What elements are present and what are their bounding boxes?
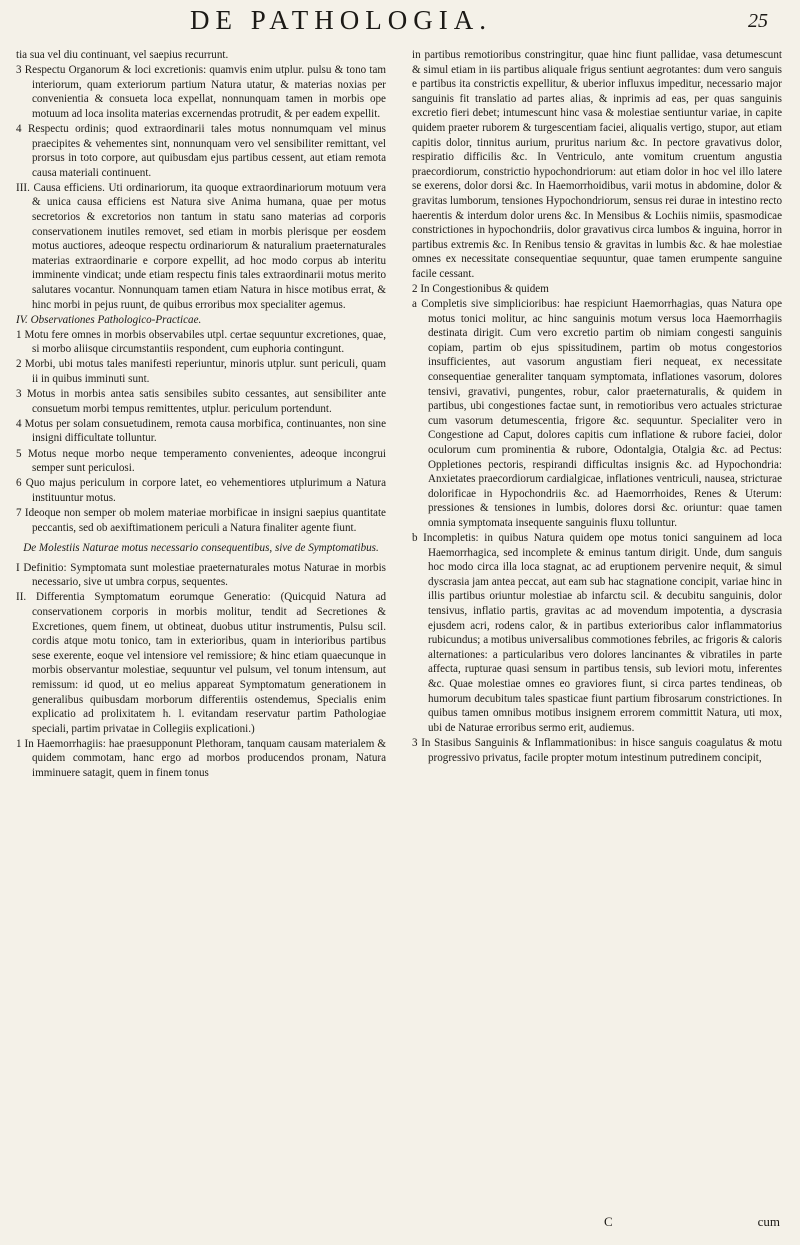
observation-3: 3 Motus in morbis antea satis sensibiles subito cessantes, aut sensibiliter ante consuetum morbi tempus remittentes, utplur. periculum portendunt. <box>16 388 386 415</box>
paragraph-haemorrhagiis-cont: in partibus remotioribus constringitur, quae hinc fiunt pallidae, vasa detumescunt & simul etiam in iis partibus aliquale frigus sentiunt aegrotantes: dum vero sanguis e partibus ita constrictis expellitur, & uberior influxus impeditur, necessario major sanguinis fit translatio ad partes alias, & inprimis ad eas, per quas sanguinis excretio fieri debet; intumescunt hinc vasa & molestiae sentiuntur variae, in capite quidem praeter ruborem & turgescentiam faciei, aliqualis vertigo, stupor, aut etiam capitis dolor, tinnitus aurium, pruritus narium &c. In pectore gravativus dolor, respiratio difficilis &c. In Ventriculo, ante vomitum cruentum angustia praecordiorum, constrictio hypochondriorum: aut etiam dolor in hoc vel illo latere se exerens, dolor dorsi &c. In Haemorrhoidibus, varii motus in abdomine, dolor & gravitas lumborum, tensiones Hypochondriorum, sensus rei durae in intestino recto haerentis & interdum dolor urens &c. In Mensibus & Lochiis nimiis, spasmodicae constrictiones in hypochondriis, dolor gravativus circa lumbos & inguina, horror in partibus extremis &c. In Renibus tensio & gravitas in lumbis &c. & hae molestiae omnes ex necessitate consequentiae sequuntur, quae tamen erumpente sanguine facile cessant. <box>412 49 782 280</box>
section-heading-symptomata: De Molestiis Naturae motus necessario consequentibus, sive de Symptomatibus. <box>23 542 379 555</box>
paragraph-haemorrhagiis: 1 In Haemorrhagiis: hae praesupponunt Plethoram, tanquam causam materialem & quidem commotam, hanc ergo ad morbos producendos pronam, Natura imminuere satagit, quem in finem tonus <box>16 737 386 779</box>
observation-1: 1 Motu fere omnes in morbis observabiles utpl. certae sequuntur excretiones, quae, si morbo aliisque circumstantiis respondent, cum euphoria contingunt. <box>16 328 386 356</box>
paragraph-respectu-organorum: 3 Respectu Organorum & loci excretionis: quamvis enim utplur. pulsu & tono tam interiorum, quam exteriorum partium Natura utatur, & materias noxias per convenientia & consueta loca expellat, nonnunquam tamen in morbis ope motuum ad loca insolita materias excernendas protrudit, & per eadem expellit. <box>16 64 386 120</box>
signature-mark: C <box>604 1214 613 1229</box>
left-column <box>16 48 386 781</box>
paragraph-stasibus: 3 In Stasibus Sanguinis & Inflammationibus: in hisce sanguis coagulatus & motu progressivo privatus, facile propter motum intestinum putredinem concipit, <box>412 736 782 764</box>
page-header <box>0 0 800 42</box>
paragraph-incompletis: b Incompletis: in quibus Natura quidem ope motus tonici sanguinem ad loca Haemorrhagica, sed incomplete & eminus tantum dirigit. Unde, dum sanguis hoc modo circa illa loca stagnat, ac ad eruptionem pervenire nequit, & simul dyscrasia jam antea peccat, aut eam sub hac stagnatione concipit, variae hinc in illis partibus oriuntur molestiae ab infarctu scil. & decubitu sanguinis, dolor tensivus, inflatio partis, gravitas ac ad movendum impotentia, a dyscrasia ejusdem acri, rodens calor, & in partibus exterioribus calor inflammatorius rubicundus; a motibus universalibus commotiones febriles, ac frigoris & caloris alternationes: a particularibus vero dolores lancinantes & vibratiles in parte affecta, rupturae quasi sensum in partibus tensis, sub leviori motu, inferentes &c. Quae molestiae omnes eo graviores fiunt, si circa partes tendineas, ob humorum decubitum tales spasticae fiunt partium fibrosarum constrictiones. In quibus tamen omnibus motibus insignem errorem committit Natura, uti mox, ubi de Naturae erroribus sermo erit, audiemus. <box>412 532 782 734</box>
observation-4: 4 Motus per solam consuetudinem, remota causa morbifica, continuantes, non sine insigni difficultate tolluntur. <box>16 417 386 445</box>
paragraph-congestionibus: 2 In Congestionibus & quidem <box>412 283 549 295</box>
paragraph-completis: a Completis sive simplicioribus: hae respiciunt Haemorrhagias, quas Natura ope motus tonici molitur, ac hinc sanguinis motum versus loca Haemorrhagiis destinata dirigit. Cum vero excretio partim ob nimiam congesti sanguinis copiam, partim ob ejus spissitudinem, partim ob motus congestorios insufficientes, aut vasorum angustiam fieri nequeat, ex necessitate consequentiae generaliter tanquam symptomata, inflationes vasorum, dolores tensivi, gravativi, pungentes, robur, calor praeternaturalis, & quidem in partibus, ubi congestiones factae sunt, in remotioribus vero actuales stricturae cum vasorum detumescentia, frigore &c. sequuntur. Specialiter vero in Congestione ad Caput, dolores capitis cum inflatione & rubore faciei, dolor oculorum cum prominentia & rubore, Odontalgia, Otalgia &c. ad Pectus: Oppletiones pectoris, respirandi difficultas insignis &c. ad Hypochondria: Anxietates praecordiorum cardialgicae, inflationes ventriculi, nausea, stricturae dolorificae in Hypochondriis &c. ad Haemorrhoides, Renes & Uterum: pressiones & tensiones in lumbis, dolores dorsi &c. oriuntur: quae tamen omnia symptomata insequente sanguinis fluxu tolluntur. <box>412 298 782 529</box>
heading-observationes: IV. Observationes Pathologico-Practicae. <box>16 313 202 326</box>
paragraph-continuation: tia sua vel diu continuant, vel saepius recurrunt. <box>16 49 229 61</box>
paragraph-definitio: I Definitio: Symptomata sunt molestiae praeternaturales motus Naturae in morbis necessario, sive ut umbra corpus, sequentes. <box>16 561 386 589</box>
observation-7: 7 Ideoque non semper ob molem materiae morbificae in insigni saepius quantitate peccantis, sed ob aexiftimationem periculi a Natura finaliter agente fiunt. <box>16 506 386 534</box>
running-title: DE PATHOLOGIA. <box>190 5 493 35</box>
paragraph-causa-efficiens: III. Causa efficiens. Uti ordinariorum, ita quoque extraordinariorum motuum vera & unica causa efficiens est Natura sive Anima humana, quae per motus secretorios & excretorios non tantum in statu sano materias ad corporis conservationem inutiles removet, sed etiam in morbis plerisque per eosdem motus auctiores, adeoque respectu ordinariorum & naturalium praeternaturales materias extraordinarie e corpore expellit, ad hoc modo corpus ab interitu imminente vindicat; unde etiam respectu finis tales extraordinarii motus merito salutares vocantur. Nonnunquam tamen etiam Natura in hisce motibus errat, & hinc morbi in pejus ruunt, de quibus erroribus mox specialiter agemus. <box>16 181 386 311</box>
catchword: cum <box>757 1214 780 1229</box>
observation-2: 2 Morbi, ubi motus tales manifesti reperiuntur, minoris utplur. sunt periculi, quam ii in quibus imminuti sunt. <box>16 358 386 386</box>
paragraph-respectu-ordinis: 4 Respectu ordinis; quod extraordinarii tales motus nonnumquam vel minus praecipites & vehementes sint, nonnunquam vero vel sensibiliter remittant, vel prorsus in toto corpore, aut quibusdam ejus partibus cessent, aut etiam remota causa materiali continuent. <box>16 122 386 179</box>
right-column <box>412 48 782 766</box>
observation-6: 6 Quo majus periculum in corpore latet, eo vehementiores utplurimum a Natura instituuntur motus. <box>16 477 386 504</box>
observation-5: 5 Motus neque morbo neque temperamento convenientes, adeoque incongrui semper sunt periculosi. <box>16 447 386 475</box>
paragraph-differentia: II. Differentia Symptomatum eorumque Generatio: (Quicquid Natura ad conservationem corporis in morbis molitur, tendit ad Secretiones & Excretiones, quem finem, ut obtineat, duobus utitur instrumentis, Pulsu scil. cordis atque motu tonico, tam in exterioribus, quam in interioribus partibus sese exerente, eoque vel intensiore vel remissiore; & hinc etiam quaecunque in morbis observantur molestiae, sequuntur vel pulsum, vel tonum intensum, aut remissum: id quod, ut eo melius appareat Symptomatum generationem in generalibus quibusdam morborum differentiis ostendemus, Specialis enim explicatio ad prolixitatem h. l. evitandam reservatur partim Pathologiae speciali, partim privatae in Collegiis explicationi.) <box>16 591 386 735</box>
page-number: 25 <box>748 10 768 32</box>
